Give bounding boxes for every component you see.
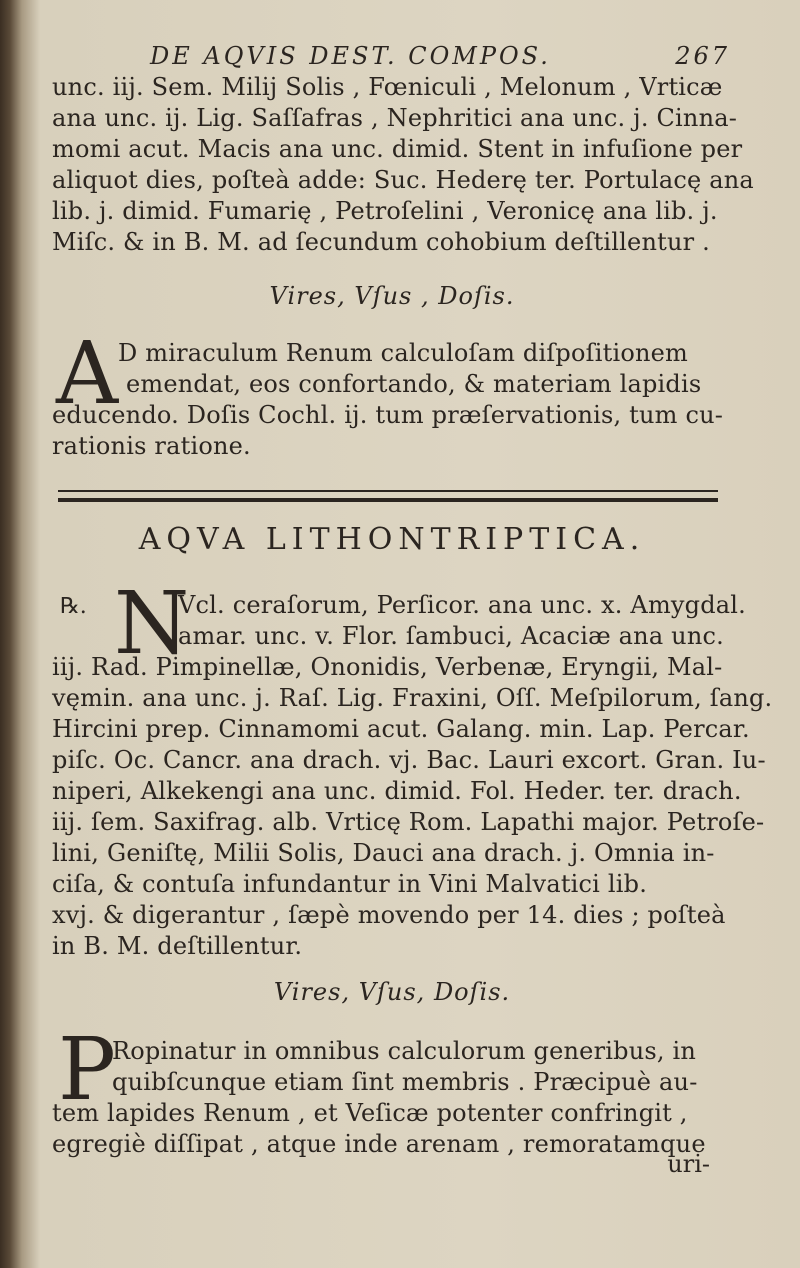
text-line: egregiè diſſipat , atque inde arenam , remoratamque [52, 1130, 706, 1158]
subheading-vires: Vires, Vſus, Doſis. [273, 978, 511, 1006]
text-line: in B. M. deſtillentur. [52, 932, 303, 960]
text-line: tem lapides Renum , et Veſicæ potenter confringit , [52, 1099, 688, 1127]
text-line: ana unc. ij. Lig. Saſſafras , Nephritici ana unc. j. Cinna- [52, 104, 738, 132]
text-line: Ropinatur in omnibus calculorum generibus, in [112, 1037, 697, 1065]
text-line: lini, Geniſtę, Milii Solis, Dauci ana drach. j. Omnia in- [52, 839, 715, 867]
text-line: quibſcunque etiam ſint membris . Præcipuè au- [112, 1068, 698, 1096]
subheading-vires: Vires, Vſus , Doſis. [269, 282, 515, 310]
running-header [150, 42, 730, 70]
section-rule [58, 490, 718, 502]
text-line: amar. unc. v. Flor. ſambuci, Acaciæ ana unc. [178, 622, 724, 650]
page-number: 267 [675, 42, 730, 70]
text-line: Vcl. ceraſorum, Perſicor. ana unc. x. Amygdal. [178, 591, 746, 619]
drop-cap: P [58, 1020, 116, 1120]
running-title: DE AQVIS DEST. COMPOS. [150, 42, 551, 70]
text-line: niperi, Alkekengi ana unc. dimid. Fol. Heder. ter. drach. [52, 777, 742, 805]
text-line: piſc. Oc. Cancr. ana drach. vj. Bac. Lauri excort. Gran. Iu- [52, 746, 766, 774]
text-line: ciſa, & contuſa infundantur in Vini Malvatici lib. [52, 870, 648, 898]
text-line: Hircini prep. Cinnamomi acut. Galang. min. Lap. Percar. [52, 715, 750, 743]
recipe-symbol: ℞. [60, 594, 87, 619]
section-title: AQVA LITHONTRIPTICA. [138, 522, 646, 557]
text-line: vęmin. ana unc. j. Raſ. Lig. Fraxini, Oſſ. Meſpilorum, ſang. [52, 684, 773, 712]
drop-cap: N [114, 574, 190, 674]
recipe-indented [178, 590, 746, 652]
text-line: Miſc. & in B. M. ad ſecundum cohobium deſtillentur . [52, 228, 710, 256]
paragraph-body [52, 1098, 732, 1160]
text-line: unc. iij. Sem. Milij Solis , Fœniculi , Melonum , Vrticæ [52, 73, 723, 101]
paragraph-indented [112, 1036, 728, 1098]
text-line: lib. j. dimid. Fumarię , Petroſelini , Veronicę ana lib. j. [52, 197, 718, 225]
text-line: aliquot dies, poſteà adde: Suc. Hederę ter. Portulacę ana [52, 166, 754, 194]
text-line: xvj. & digerantur , ſæpè movendo per 14. dies ; poſteà [52, 901, 726, 929]
catchword: uri- [667, 1150, 710, 1178]
text-line: D miraculum Renum calculoſam diſpoſitionem [118, 339, 688, 367]
text-line: educendo. Doſis Cochl. ij. tum præſervationis, tum cu- [52, 401, 724, 429]
text-line: rationis ratione. [52, 432, 251, 460]
text-line: iij. Rad. Pimpinellæ, Ononidis, Verbenæ, Eryngii, Mal- [52, 653, 723, 681]
paragraph-indented [118, 338, 728, 400]
recipe-body [52, 652, 773, 962]
drop-cap: A [56, 324, 119, 424]
text-line: momi acut. Macis ana unc. dimid. Stent in infuſione per [52, 135, 743, 163]
text-line: emendat, eos confortando, & materiam lapidis [126, 370, 702, 398]
text-line: iij. ſem. Saxifrag. alb. Vrticę Rom. Lapathi major. Petroſe- [52, 808, 765, 836]
paragraph-body [52, 400, 732, 462]
paragraph-continuation [52, 72, 754, 258]
